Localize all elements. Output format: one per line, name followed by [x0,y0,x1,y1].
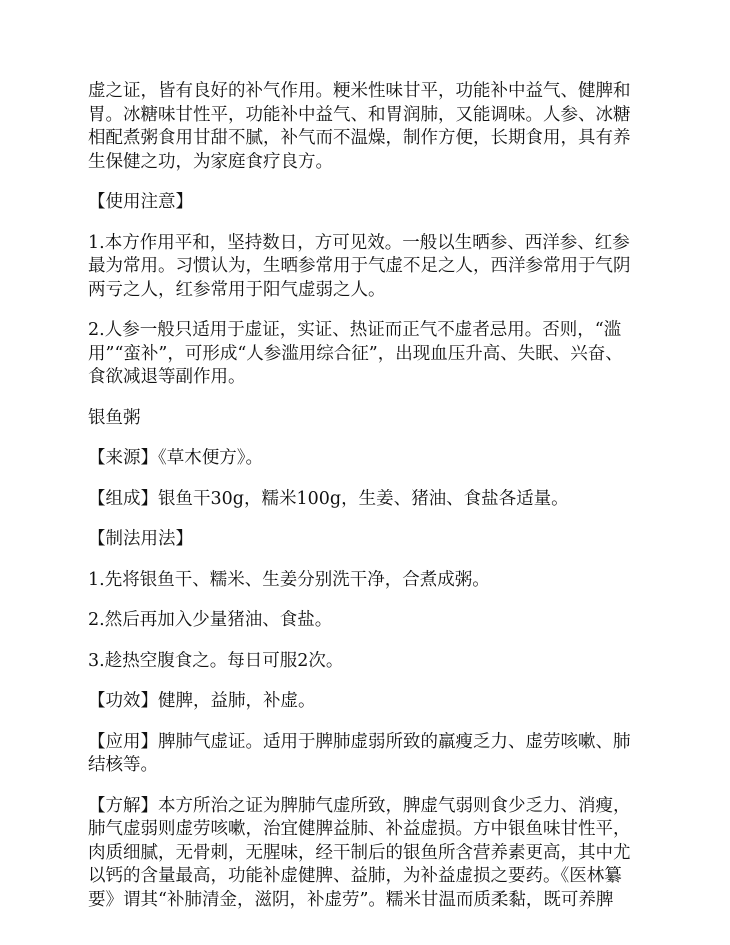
paragraph [88,191,648,215]
text-line: 以钙的含量最高，功能补虚健脾、益肺，为补益虚损之要药。《医林纂 [88,866,622,886]
paragraph [88,488,648,512]
text-line: 胃。冰糖味甘性平，功能补中益气、和胃润肺，又能调味。人参、冰糖 [88,104,631,125]
text-line: 结核等。 [88,755,158,775]
text-line: 生保健之功，为家庭食疗良方。 [88,151,333,172]
paragraph [88,80,648,174]
text-line: 2.然后再加入少量猪油、食盐。 [88,610,333,630]
text-line: 银鱼粥 [88,407,141,428]
paragraph [88,731,648,778]
paragraph [88,690,648,714]
paragraph [88,319,648,390]
paragraph [88,650,648,674]
text-line: 两亏之人，红参常用于阳气虚弱之人。 [88,279,386,300]
text-line: 肺气虚弱则虚劳咳嗽，治宜健脾益肺、补益虚损。方中银鱼味甘性平， [88,819,631,839]
text-line: 最为常用。习惯认为，生晒参常用于气虚不足之人，西洋参常用于气阴 [88,256,631,276]
text-line: 要》谓其“补肺清金，滋阴，补虚劳”。糯米甘温而质柔黏，既可养脾 [88,889,614,910]
text-line: 1.先将银鱼干、糯米、生姜分别洗干净，合煮成粥。 [88,569,490,590]
paragraph [88,407,648,431]
paragraph [88,447,648,471]
paragraph [88,609,648,633]
text-line: 虚之证，皆有良好的补气作用。粳米性味甘平，功能补中益气、健脾和 [88,81,631,101]
text-line: 【功效】健脾，益肺，补虚。 [88,691,316,711]
text-line: 【制法用法】 [88,529,193,549]
text-line: 【来源】《草木便方》。 [88,448,263,468]
text-line: 【应用】脾肺气虚证。适用于脾肺虚弱所致的羸瘦乏力、虚劳咳嗽、肺 [88,731,631,752]
text-line: 相配煮粥食用甘甜不腻，补气而不温燥，制作方便，长期食用，具有养 [88,128,631,148]
text-line: 【方解】本方所治之证为脾肺气虚所致，脾虚气弱则食少乏力、消瘦， [88,795,631,816]
document-body [88,80,648,929]
text-line: 【组成】银鱼干30g，糯米100g，生姜、猪油、食盐各适量。 [88,488,569,509]
paragraph [88,569,648,593]
text-line: 1.本方作用平和，坚持数日，方可见效。一般以生晒参、西洋参、红参 [88,232,630,253]
text-line: 用”“蛮补”，可形成“人参滥用综合征”，出现血压升高、失眠、兴奋、 [88,343,623,364]
paragraph [88,232,648,303]
paragraph [88,528,648,552]
paragraph [88,795,648,913]
text-line: 2.人参一般只适用于虚证，实证、热证而正气不虚者忌用。否则，“滥 [88,320,622,340]
text-line: 食欲减退等副作用。 [88,367,246,387]
text-line: 3.趁热空腹食之。每日可服2次。 [88,650,344,671]
text-line: 肉质细腻，无骨刺，无腥味，经干制后的银鱼所含营养素更高，其中尤 [88,842,631,863]
text-line: 【使用注意】 [88,192,193,212]
